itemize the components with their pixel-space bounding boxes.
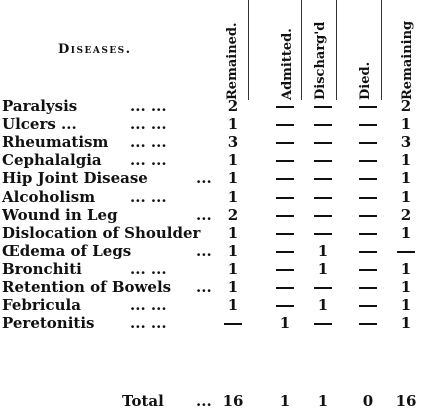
dash-mark: [359, 251, 377, 253]
dash-mark: [314, 178, 332, 180]
column-header-discharged: Discharg'd: [313, 21, 328, 100]
cell-remained: 1: [227, 169, 239, 188]
cell-died: [357, 188, 379, 206]
disease-name: Ulcers ...: [2, 115, 77, 134]
cell-died: [357, 224, 379, 242]
diseases-heading: Diseases.: [58, 42, 132, 57]
cell-remained: 1: [227, 151, 239, 170]
dash-mark: [397, 251, 415, 253]
table-row: [0, 151, 423, 169]
total-admitted: 1: [279, 392, 291, 410]
cell-died: [357, 115, 379, 133]
dash-mark: [314, 160, 332, 162]
cell-died: [357, 242, 379, 260]
total-died: 0: [362, 392, 374, 410]
cell-admitted: [274, 278, 296, 296]
dash-mark: [276, 124, 294, 126]
leader-dots: ...: [196, 241, 212, 260]
cell-remained: 1: [227, 278, 239, 296]
table-row: [0, 133, 423, 151]
cell-died: [357, 260, 379, 278]
dash-mark: [314, 142, 332, 144]
cell-admitted: [274, 97, 296, 115]
disease-name: Wound in Leg: [2, 205, 118, 224]
cell-died: [357, 133, 379, 151]
dash-mark: [314, 287, 332, 289]
cell-admitted: [274, 260, 296, 278]
table-row: [0, 242, 423, 260]
total-remaining: 16: [395, 392, 417, 410]
table-row: [0, 278, 423, 296]
table-row: [0, 296, 423, 314]
column-rule: [381, 0, 382, 100]
dash-mark: [359, 215, 377, 217]
cell-remaining: 2: [400, 205, 412, 224]
cell-died: [357, 151, 379, 169]
cell-admitted: [274, 242, 296, 260]
cell-discharged: [312, 97, 334, 115]
cell-died: [357, 314, 379, 332]
dash-mark: [314, 106, 332, 108]
cell-died: [357, 278, 379, 296]
total-row: [0, 392, 423, 410]
cell-remaining: 1: [400, 259, 412, 278]
dash-mark: [359, 124, 377, 126]
leader-dots: ... ...: [130, 259, 167, 278]
cell-admitted: [274, 296, 296, 314]
table-row: [0, 224, 423, 242]
dash-mark: [276, 251, 294, 253]
cell-remained: 1: [227, 241, 239, 260]
table-row: [0, 169, 423, 187]
dash-mark: [359, 305, 377, 307]
dash-mark: [276, 178, 294, 180]
cell-discharged: [312, 115, 334, 133]
cell-remaining: 2: [400, 97, 412, 115]
dash-mark: [276, 142, 294, 144]
dash-mark: [359, 142, 377, 144]
dash-mark: [359, 106, 377, 108]
dash-mark: [276, 233, 294, 235]
table-row: [0, 314, 423, 332]
total-remained: 16: [222, 392, 244, 410]
cell-remaining: [395, 242, 417, 260]
dash-mark: [314, 124, 332, 126]
dash-mark: [359, 197, 377, 199]
total-label: Total: [122, 392, 164, 410]
dash-mark: [276, 269, 294, 271]
dash-mark: [314, 323, 332, 325]
dash-mark: [314, 197, 332, 199]
dash-mark: [359, 178, 377, 180]
cell-discharged: 1: [317, 259, 329, 278]
cell-discharged: [312, 169, 334, 187]
cell-remained: 1: [227, 115, 239, 134]
column-header-remained: Remained.: [225, 22, 240, 100]
disease-name: Retention of Bowels: [2, 278, 172, 296]
dash-mark: [276, 106, 294, 108]
cell-admitted: [274, 115, 296, 133]
dash-mark: [359, 287, 377, 289]
dash-mark: [359, 323, 377, 325]
cell-remaining: 1: [400, 223, 412, 242]
column-rule: [248, 0, 249, 100]
cell-remained: 1: [227, 296, 239, 315]
leader-dots: ... ...: [130, 151, 167, 170]
cell-discharged: [312, 133, 334, 151]
disease-name: Dislocation of Shoulder: [2, 223, 201, 242]
cell-discharged: [312, 314, 334, 332]
total-dots: ...: [196, 392, 212, 410]
cell-remaining: 1: [400, 314, 412, 333]
disease-name: Bronchiti: [2, 259, 82, 278]
cell-died: [357, 296, 379, 314]
leader-dots: ...: [196, 278, 212, 296]
dash-mark: [276, 197, 294, 199]
table-row: [0, 206, 423, 224]
table-row: [0, 188, 423, 206]
cell-remained: 2: [227, 205, 239, 224]
cell-remaining: 1: [400, 296, 412, 315]
cell-remaining: 1: [400, 278, 412, 296]
cell-remained: 3: [227, 133, 239, 152]
cell-remained: 1: [227, 187, 239, 206]
disease-name: Œdema of Legs: [2, 241, 132, 260]
table-row: [0, 260, 423, 278]
dash-mark: [276, 215, 294, 217]
cell-remained: 1: [227, 223, 239, 242]
disease-name: Alcoholism: [2, 187, 96, 206]
dash-mark: [276, 287, 294, 289]
dash-mark: [224, 323, 242, 325]
disease-name: Peretonitis: [2, 314, 95, 333]
cell-admitted: [274, 133, 296, 151]
dash-mark: [314, 215, 332, 217]
dash-mark: [276, 305, 294, 307]
total-discharged: 1: [317, 392, 329, 410]
column-rule: [301, 0, 302, 100]
cell-admitted: [274, 169, 296, 187]
dash-mark: [276, 160, 294, 162]
cell-admitted: 1: [279, 314, 291, 333]
cell-admitted: [274, 151, 296, 169]
disease-name: Hip Joint Disease: [2, 169, 148, 188]
cell-remained: 1: [227, 259, 239, 278]
cell-died: [357, 97, 379, 115]
disease-name: Cephalalgia: [2, 151, 102, 170]
leader-dots: ...: [196, 205, 212, 224]
dash-mark: [359, 269, 377, 271]
column-header-admitted: Admitted.: [280, 28, 295, 100]
cell-discharged: [312, 151, 334, 169]
disease-name: Febricula: [2, 296, 81, 315]
dash-mark: [359, 160, 377, 162]
column-header-remaining: Remaining: [400, 20, 415, 100]
column-rule: [336, 0, 337, 100]
dash-mark: [314, 233, 332, 235]
leader-dots: ... ...: [130, 133, 167, 152]
cell-admitted: [274, 206, 296, 224]
cell-died: [357, 169, 379, 187]
cell-admitted: [274, 188, 296, 206]
cell-died: [357, 206, 379, 224]
cell-remaining: 1: [400, 151, 412, 170]
leader-dots: ... ...: [130, 187, 167, 206]
table-row: [0, 97, 423, 115]
cell-discharged: [312, 206, 334, 224]
cell-remained: [222, 314, 244, 332]
cell-discharged: [312, 188, 334, 206]
cell-remaining: 1: [400, 169, 412, 188]
disease-name: Paralysis: [2, 97, 78, 115]
cell-remained: 2: [227, 97, 239, 115]
cell-admitted: [274, 224, 296, 242]
cell-discharged: [312, 224, 334, 242]
leader-dots: ... ...: [130, 296, 167, 315]
leader-dots: ... ...: [130, 115, 167, 134]
cell-discharged: [312, 278, 334, 296]
dash-mark: [359, 233, 377, 235]
table-row: [0, 115, 423, 133]
leader-dots: ... ...: [130, 97, 167, 115]
cell-remaining: 1: [400, 187, 412, 206]
disease-name: Rheumatism: [2, 133, 109, 152]
cell-discharged: 1: [317, 296, 329, 315]
cell-remaining: 1: [400, 115, 412, 134]
leader-dots: ...: [196, 169, 212, 188]
column-header-died: Died.: [358, 61, 373, 100]
cell-remaining: 3: [400, 133, 412, 152]
leader-dots: ... ...: [130, 314, 167, 333]
cell-discharged: 1: [317, 241, 329, 260]
